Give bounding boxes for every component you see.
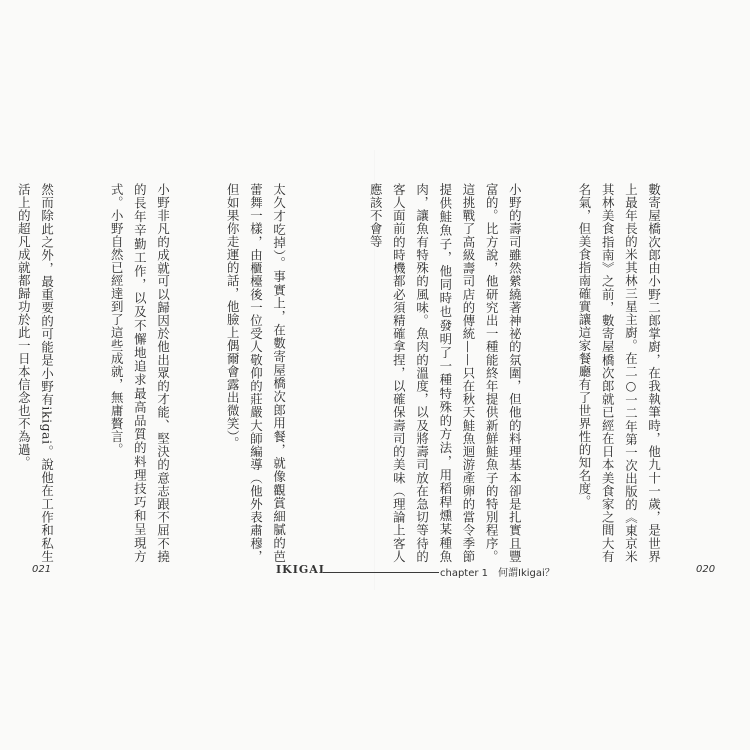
footer-rule [323, 572, 439, 573]
left-page-number: 021 [32, 564, 52, 575]
left-page-text [16, 183, 337, 563]
right-page-text [368, 183, 712, 563]
left-paragraph-2: 小野非凡的成就可以歸因於他出眾的才能、堅決的意志跟不屈不撓的長年辛勤工作，以及不懈地追求最高品質的料理技巧和呈現方式。小野自然已經達到了這些成就，無庸贅言。 [109, 183, 171, 563]
right-paragraph-1: 數寄屋橋次郎由小野二郎掌廚，在我執筆時，他九十一歲，是世界上最年長的米其林三星主廚。在二○一二年第一次出版的《東京米其林美食指南》之前，數寄屋橋次郎就已經在日本美食家之間大有名氣，但美食指南確實讓這家餐廳有了世界性的知名度。 [576, 183, 662, 563]
right-paragraph-2: 小野的壽司雖然縈繞著神祕的氛圍，但他的料理基本卻是扎實且豐富的。比方說，他研究出一種能終年提供新鮮鮭魚子的特別程序。這挑戰了高級壽司店的傳統——只在秋天鮭魚迴游產卵的當令季節提供鮭魚子，他同時也發明了一種特殊的方法，用稻稈燻某種魚肉，讓魚有特殊的風味。魚肉的溫度，以及將壽司放在急切等待的客人面前的時機都必須精確拿捏，以確保壽司的美味（理論上客人應該不會等 [368, 183, 523, 563]
chapter-running-head: chapter 1 何謂Ikigai？ [440, 568, 555, 579]
book-title-running-head: IKIGAI [276, 563, 325, 576]
right-page-number: 020 [696, 564, 716, 575]
left-paragraph-3: 然而除此之外，最重要的可能是小野有ikigai。說他在工作和私生活上的超凡成就都歸功於此一日本信念也不為過。 [16, 183, 55, 563]
left-paragraph-1: 太久才吃掉）。事實上，在數寄屋橋次郎用餐，就像觀賞細膩的芭蕾舞一樣，由櫃檯後一位受人敬仰的莊嚴大師編導（他外表肅穆，但如果你走運的話，他臉上偶爾會露出微笑）。 [225, 183, 287, 563]
